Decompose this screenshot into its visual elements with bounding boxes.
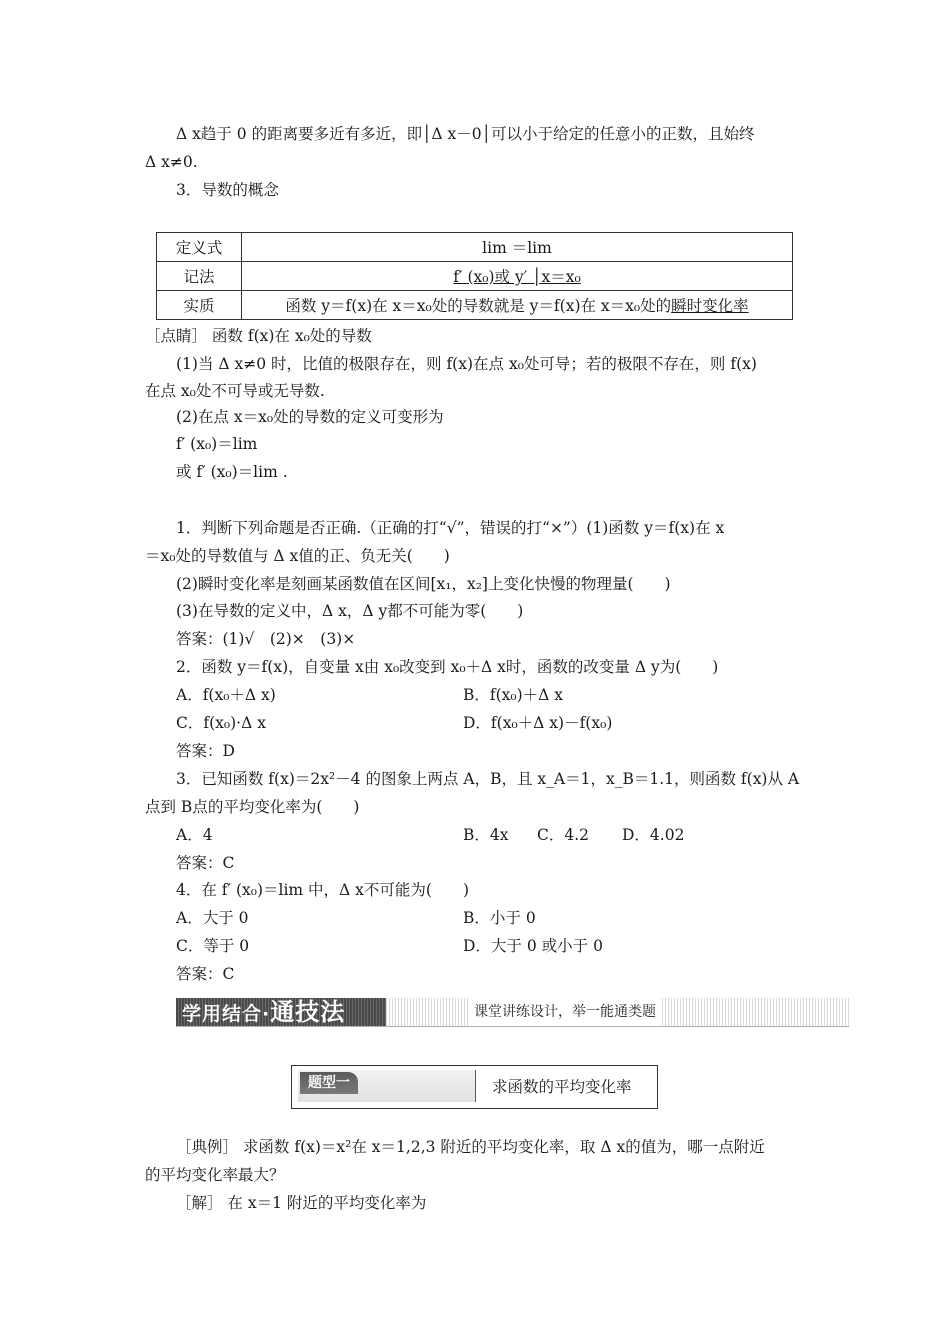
note-p2: (2)在点 x＝x₀处的导数的定义可变形为 xyxy=(176,408,444,426)
q2-option-a: A．f(x₀＋Δ x) xyxy=(176,686,276,704)
notation-value: f′ (x₀)或 y′ │x＝x₀ xyxy=(453,268,581,286)
q3-option-b: B．4x xyxy=(463,826,509,844)
note-p1-line2: 在点 x₀处不可导或无导数. xyxy=(145,382,325,400)
table-label: 实质 xyxy=(157,291,242,320)
table-row xyxy=(157,262,793,291)
intro-line-1: Δ x趋于 0 的距离要多近有多近，即│Δ x－0│可以小于给定的任意小的正数，且始终 xyxy=(176,125,755,143)
essence-underlined: 瞬时变化率 xyxy=(671,297,749,315)
q3-option-c: C．4.2 xyxy=(537,826,590,844)
section-heading-derivative-concept: 3．导数的概念 xyxy=(176,181,279,199)
q3-option-d: D．4.02 xyxy=(622,826,685,844)
q3-line2: 点到 B点的平均变化率为( ) xyxy=(145,798,360,816)
essence-text: 函数 y＝f(x)在 x＝x₀处的导数就是 y＝f(x)在 x＝x₀处的 xyxy=(285,297,672,315)
q1-s3: (3)在导数的定义中，Δ x，Δ y都不可能为零( ) xyxy=(176,602,524,620)
q4-option-c: C．等于 0 xyxy=(176,937,250,955)
example-solution: ［解］ 在 x＝1 附近的平均变化率为 xyxy=(176,1194,427,1212)
q3-answer: 答案：C xyxy=(176,854,235,872)
example-line2: 的平均变化率最大？ xyxy=(145,1166,285,1184)
table-value: lim ＝lim xyxy=(242,233,793,262)
banner-title-part2: 通技法 xyxy=(270,998,346,1026)
question-type-tag-frame xyxy=(298,1070,476,1102)
section-banner xyxy=(176,998,849,1027)
note-heading: ［点睛］ 函数 f(x)在 x₀处的导数 xyxy=(145,327,372,345)
banner-title-part1: 学用结合· xyxy=(182,1003,271,1025)
q4-option-b: B．小于 0 xyxy=(463,909,536,927)
q4-answer: 答案：C xyxy=(176,965,235,983)
note-formula-2: 或 f′ (x₀)＝lim . xyxy=(176,463,288,481)
intro-line-2: Δ x≠0. xyxy=(145,153,198,171)
q4-option-d: D．大于 0 或小于 0 xyxy=(463,937,603,955)
q3-line1: 3．已知函数 f(x)＝2x²－4 的图象上两点 A，B，且 x_A＝1，x_B＝1.1，则函数 f(x)从 A xyxy=(176,770,800,788)
banner-title xyxy=(176,998,386,1026)
note-p1-line1: (1)当 Δ x≠0 时，比值的极限存在，则 f(x)在点 x₀处可导；若的极限不存在，则 f(x) xyxy=(176,355,757,373)
table-value xyxy=(242,262,793,291)
table-label: 记法 xyxy=(157,262,242,291)
q1-s2: (2)瞬时变化率是刻画某函数值在区间[x₁，x₂]上变化快慢的物理量( ) xyxy=(176,575,671,593)
table-row xyxy=(157,291,793,320)
q2-option-b: B．f(x₀)＋Δ x xyxy=(463,686,564,704)
question-type-box xyxy=(291,1065,658,1109)
derivative-definition-table xyxy=(156,232,793,320)
q2-option-d: D．f(x₀＋Δ x)－f(x₀) xyxy=(463,714,613,732)
banner-subtitle: 课堂讲练设计，举一能通类题 xyxy=(468,998,662,1026)
q1-line2: ＝x₀处的导数值与 Δ x值的正、负无关( ) xyxy=(145,547,450,565)
q2-answer: 答案：D xyxy=(176,742,235,760)
table-row xyxy=(157,233,793,262)
example-line1: ［典例］ 求函数 f(x)＝x²在 x＝1,2,3 附近的平均变化率，取 Δ x的值为，哪一点附近 xyxy=(176,1138,765,1156)
q4-option-a: A．大于 0 xyxy=(176,909,249,927)
note-formula-1: f′ (x₀)＝lim xyxy=(176,435,258,453)
question-type-title: 求函数的平均变化率 xyxy=(492,1078,632,1096)
q4: 4．在 f′ (x₀)＝lim 中，Δ x不可能为( ) xyxy=(176,881,470,899)
q2: 2．函数 y＝f(x)，自变量 x由 x₀改变到 x₀＋Δ x时，函数的改变量 Δ y为( ) xyxy=(176,658,719,676)
q1-answer: 答案：(1)√ (2)× (3)× xyxy=(176,630,356,648)
question-type-tag: 题型一 xyxy=(300,1072,358,1094)
q2-option-c: C．f(x₀)·Δ x xyxy=(176,714,266,732)
q1-line1: 1．判断下列命题是否正确.（正确的打“√”，错误的打“×”）(1)函数 y＝f(x)在 x xyxy=(176,519,725,537)
table-label: 定义式 xyxy=(157,233,242,262)
table-value xyxy=(242,291,793,320)
q3-option-a: A．4 xyxy=(176,826,213,844)
